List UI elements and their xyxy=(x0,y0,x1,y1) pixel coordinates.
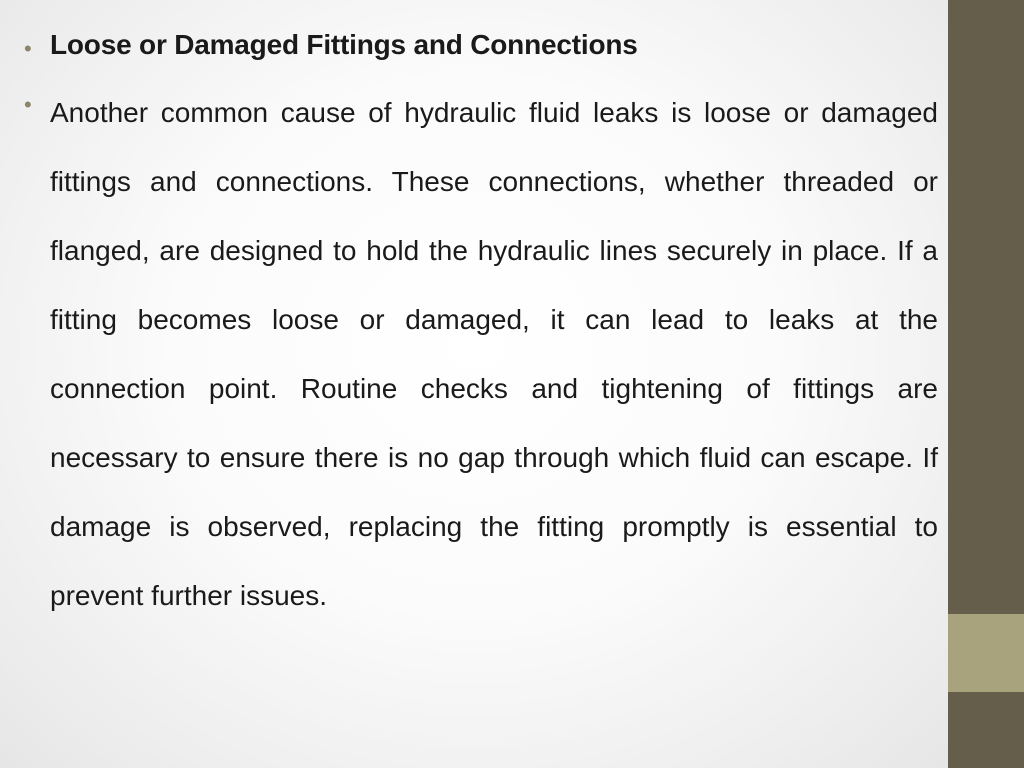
side-accent-bar-bottom xyxy=(948,692,1024,768)
slide-content xyxy=(24,22,938,630)
side-accent-bar-top xyxy=(948,0,1024,614)
bullet-dot-icon: • xyxy=(24,36,32,61)
slide-body-paragraph: Another common cause of hydraulic fluid leaks is loose or damaged fittings and connections. These connections, whether threaded or flanged, are designed to hold the hydraulic lines securely in place. If a fitting becomes loose or damaged, it can lead to leaks at the connection point. Routine checks and tightening of fittings are necessary to ensure there is no gap through which fluid can escape. If damage is observed, replacing the fitting promptly is essential to prevent further issues. xyxy=(50,97,938,611)
slide-heading: Loose or Damaged Fittings and Connections xyxy=(50,29,638,60)
bullet-body xyxy=(24,78,938,630)
side-accent-bar-highlight xyxy=(948,614,1024,692)
side-accent-bar xyxy=(948,0,1024,768)
bullet-heading xyxy=(24,22,938,68)
bullet-dot-icon: • xyxy=(24,92,32,117)
